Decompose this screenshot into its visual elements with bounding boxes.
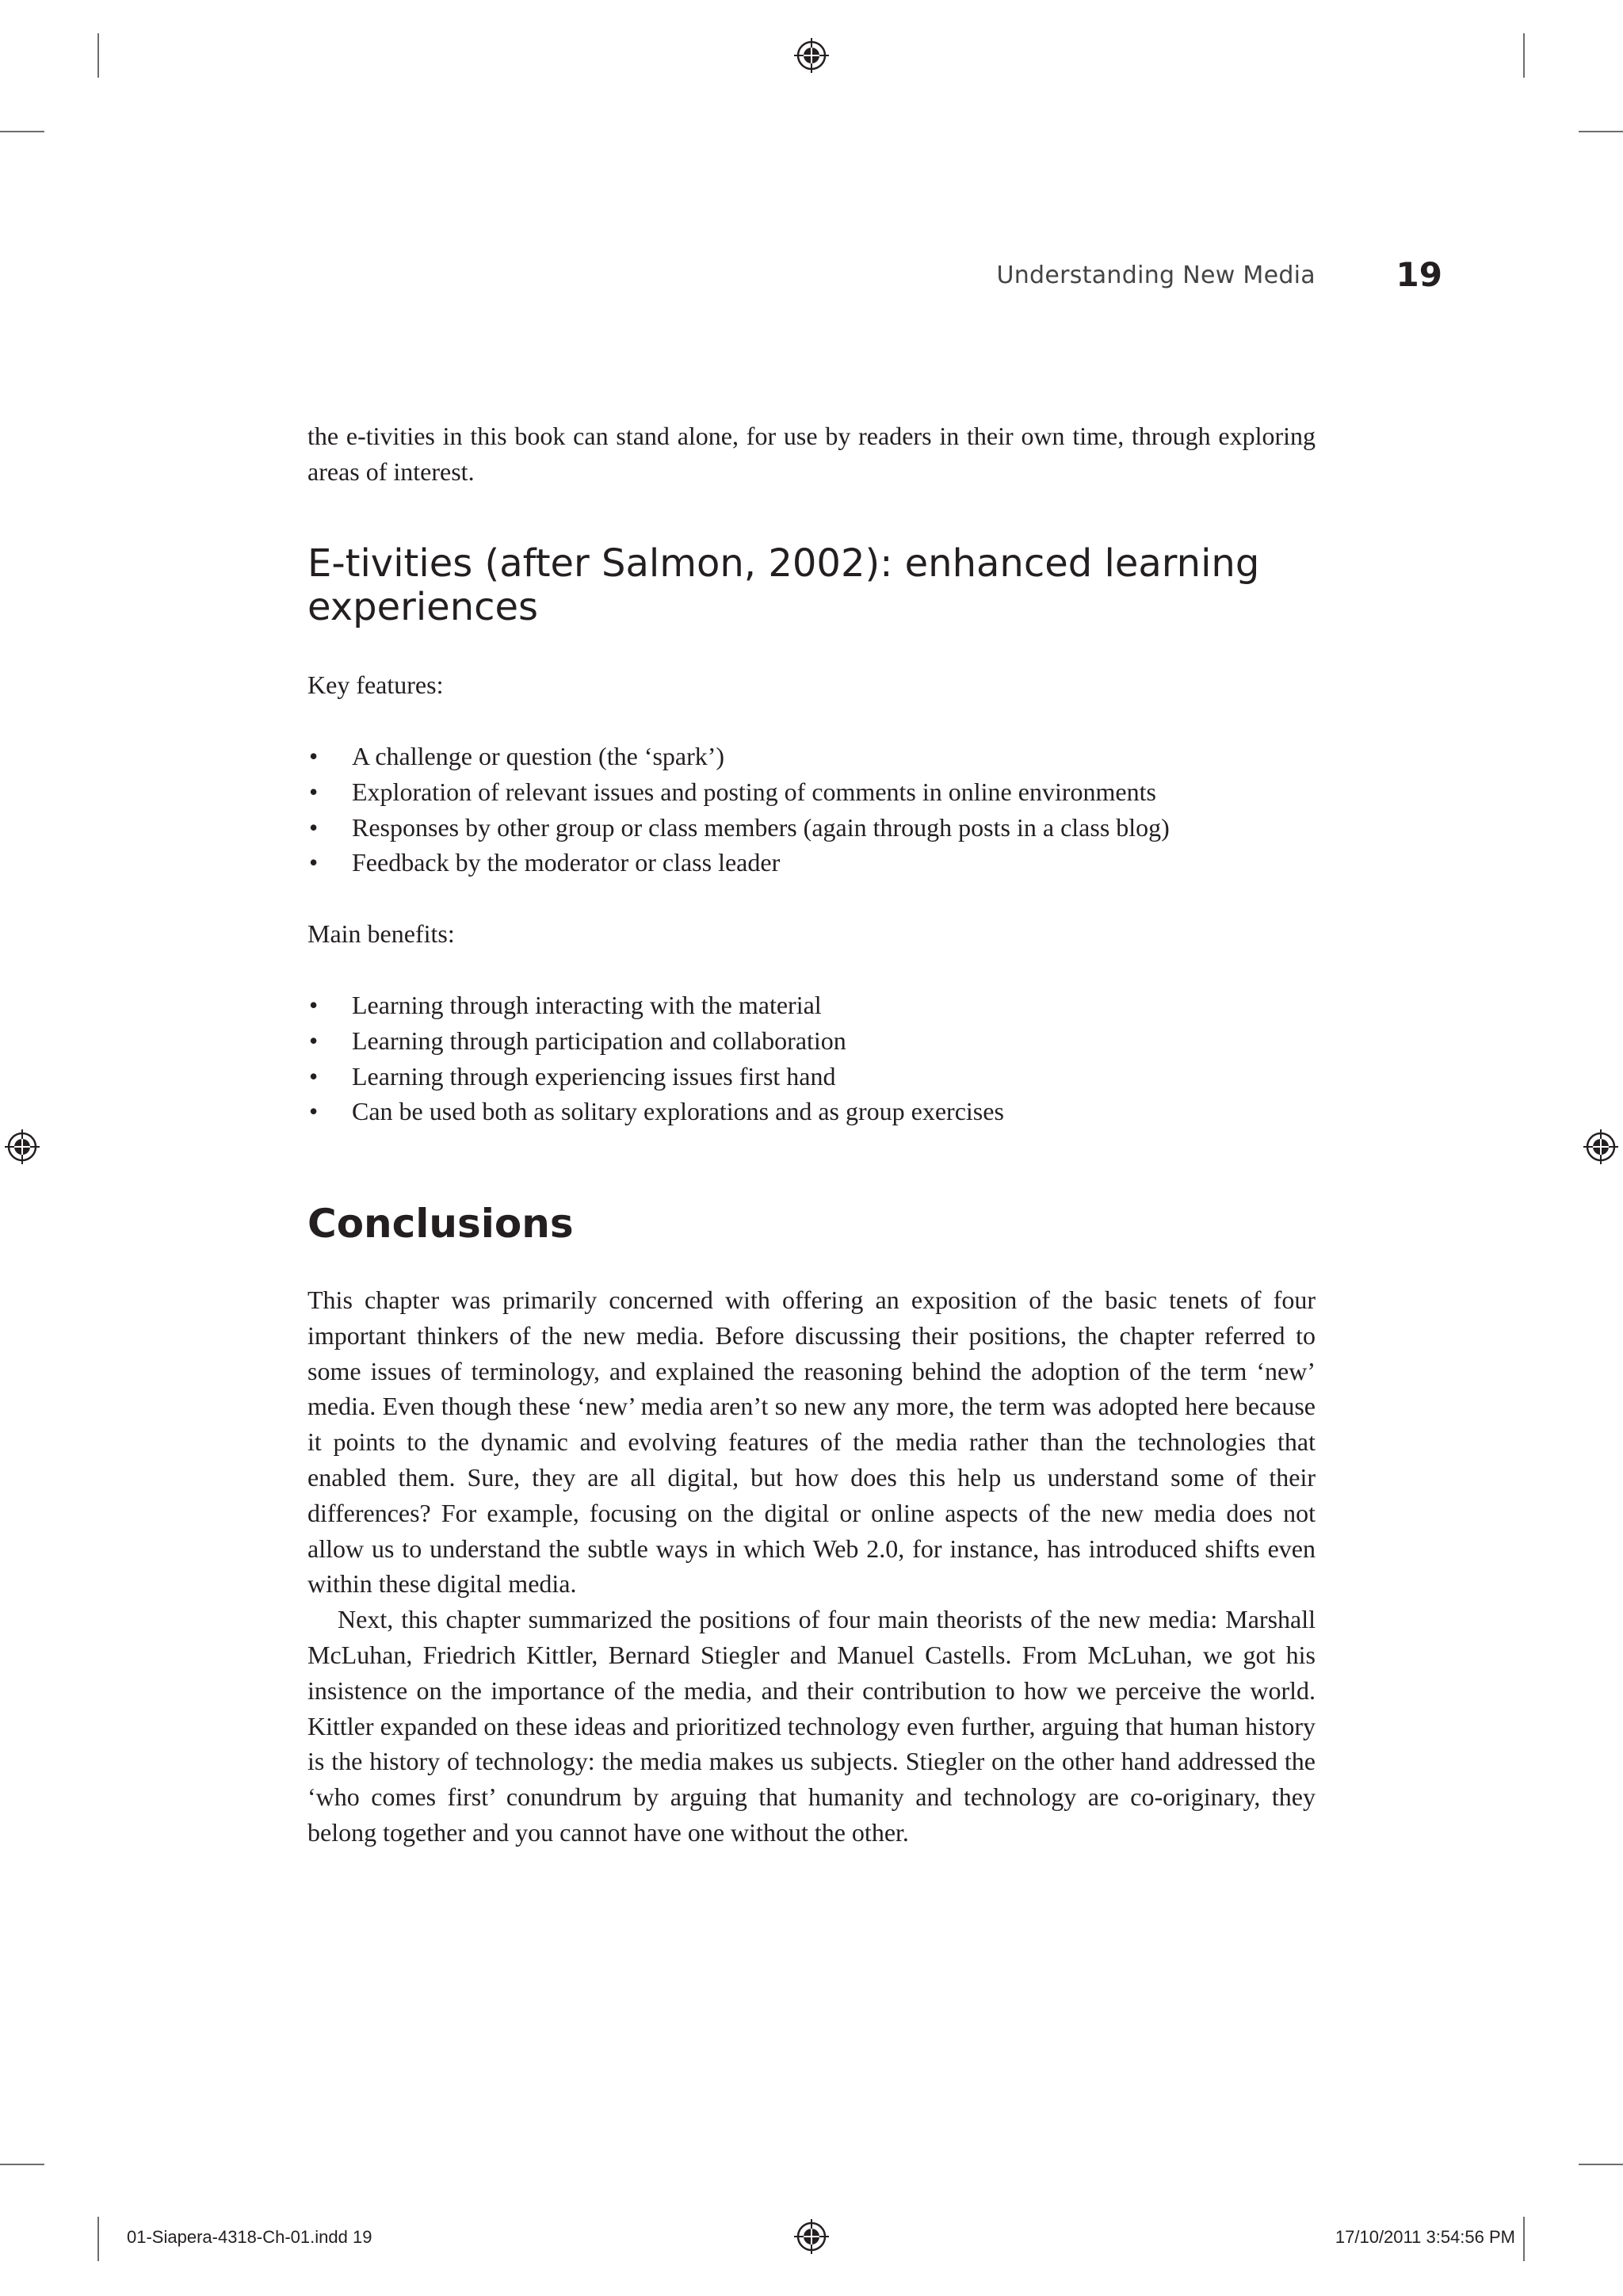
- list-item: [307, 774, 1338, 810]
- key-features-label: Key features:: [307, 670, 444, 699]
- list-item-text: Learning through experiencing issues first hand: [352, 1061, 836, 1091]
- list-item: [307, 739, 1338, 774]
- list-item: [307, 1094, 1338, 1129]
- list-item-text: Can be used both as solitary explorations and as group exercises: [352, 1097, 1004, 1126]
- bullet-icon: •: [309, 991, 319, 1019]
- crop-mark-bottom-right-vertical: [1523, 2217, 1525, 2261]
- list-item: [307, 810, 1338, 846]
- crop-mark-bottom-right-horizontal: [1579, 2164, 1623, 2165]
- bullet-icon: •: [309, 848, 319, 877]
- slug-file-name: 01-Siapera-4318-Ch-01.indd 19: [127, 2227, 372, 2247]
- registration-mark-icon: [1583, 1129, 1618, 1164]
- conclusions-paragraph-2: Next, this chapter summarized the positions of four main theorists of the new media: Marshall McLuhan, Friedrich Kittler, Bernard Stiegler and Manuel Castells. From McLuhan, we got his insistence on the importance of the media, and their contribution to how we perceive the world. Kittler expanded on these ideas and prioritized technology even further, arguing that human history is the history of technology: the media makes us subjects. Stiegler on the other hand addressed the ‘who comes first’ conundrum by arguing that humanity and technology are co-originary, they belong together and you cannot have one without the other.: [307, 1605, 1316, 1847]
- main-benefits-list: [307, 988, 1338, 1129]
- list-item-text: Feedback by the moderator or class leader: [352, 848, 781, 877]
- conclusions-body: [307, 1282, 1316, 1851]
- list-item-text: Learning through participation and collaboration: [352, 1026, 846, 1055]
- list-item-text: Learning through interacting with the material: [352, 991, 822, 1019]
- bullet-icon: •: [309, 1097, 319, 1126]
- intro-paragraph-block: [307, 418, 1316, 490]
- crop-mark-top-right-horizontal: [1579, 131, 1623, 132]
- bullet-icon: •: [309, 742, 319, 770]
- list-item: [307, 988, 1338, 1023]
- etivities-heading: [307, 542, 1338, 629]
- registration-mark-icon: [794, 2219, 829, 2254]
- crop-mark-bottom-left-horizontal: [0, 2164, 44, 2165]
- page-number: 19: [1396, 255, 1442, 294]
- bullet-icon: •: [309, 1026, 319, 1055]
- running-head-title: Understanding New Media: [996, 262, 1316, 289]
- list-item-text: Responses by other group or class members (again through posts in a class blog): [352, 812, 1170, 842]
- bullet-icon: •: [309, 812, 319, 842]
- key-features-list: [307, 739, 1338, 881]
- registration-mark-icon: [5, 1129, 40, 1164]
- bullet-icon: •: [309, 777, 319, 806]
- bullet-icon: •: [309, 1061, 319, 1091]
- intro-paragraph: the e-tivities in this book can stand alone, for use by readers in their own time, through exploring areas of interest.: [307, 422, 1316, 486]
- crop-mark-top-left-horizontal: [0, 131, 44, 132]
- conclusions-heading: Conclusions: [307, 1201, 574, 1247]
- registration-mark-icon: [794, 38, 829, 73]
- slug-timestamp: 17/10/2011 3:54:56 PM: [1335, 2227, 1515, 2247]
- etivities-heading-line1: E-tivities (after Salmon, 2002): enhanced learning: [307, 541, 1260, 586]
- conclusions-paragraph-1: This chapter was primarily concerned with offering an exposition of the basic tenets of four important thinkers of the new media. Before discussing their positions, the chapter referred to some issues of terminology, and explained the reasoning behind the adoption of the term ‘new’ media. Even though these ‘new’ media aren’t so new any more, the term was adopted here because it points to the dynamic and evolving features of the media rather than the technologies that enabled them. Sure, they are all digital, but how does this help us understand some of their differences? For example, focusing on the digital or online aspects of the new media does not allow us to understand the subtle ways in which Web 2.0, for instance, has introduced shifts even within these digital media.: [307, 1286, 1316, 1599]
- list-item: [307, 1059, 1338, 1095]
- list-item-text: Exploration of relevant issues and posting of comments in online environments: [352, 777, 1156, 806]
- crop-mark-top-right-vertical: [1523, 33, 1525, 78]
- main-benefits-label: Main benefits:: [307, 919, 455, 948]
- list-item: [307, 1023, 1338, 1059]
- list-item-text: A challenge or question (the ‘spark’): [352, 742, 725, 770]
- crop-mark-top-left-vertical: [97, 33, 99, 78]
- etivities-heading-line2: experiences: [307, 585, 539, 629]
- list-item: [307, 845, 1338, 881]
- crop-mark-bottom-left-vertical: [97, 2217, 99, 2261]
